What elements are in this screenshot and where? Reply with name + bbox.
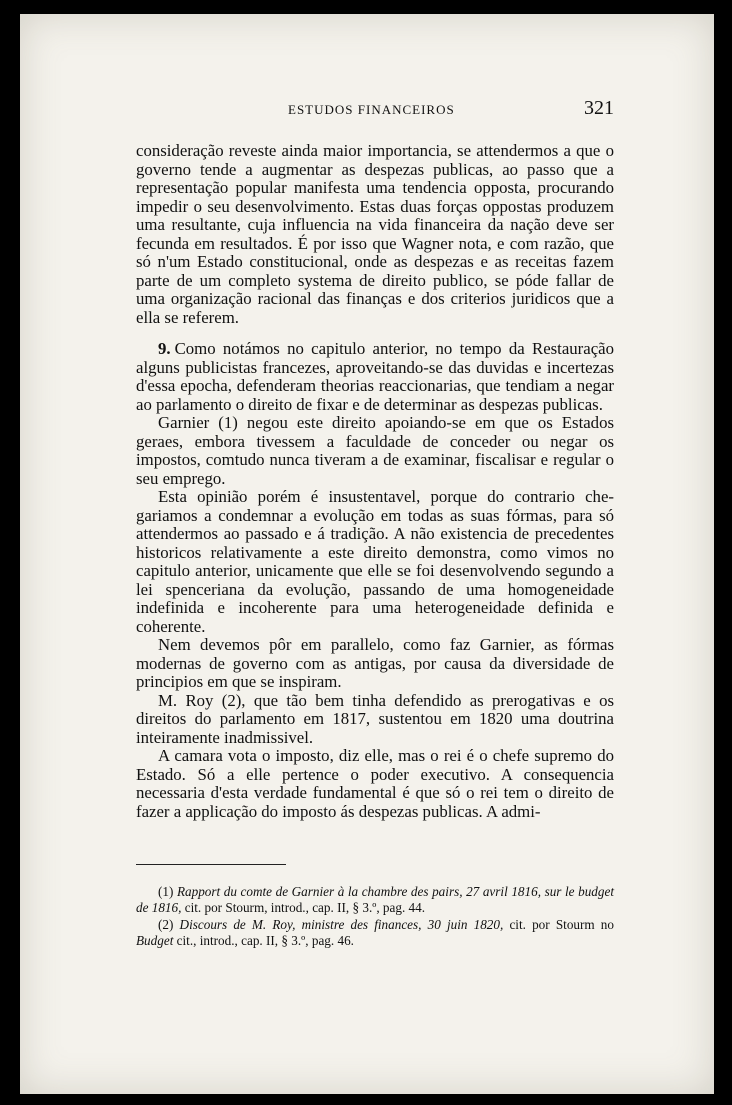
footnote-1-title: Rapport du comte de Garnier à la chambre des pairs, 27 avril 1816, sur le budget de 1816, xyxy=(136,884,614,916)
footnote-2-title: Discours de M. Roy, ministre des finances, 30 juin 1820, xyxy=(179,916,504,932)
paragraph-roy: M. Roy (2), que tão bem tinha defendido as prerogativas e os direitos do parlamento em 1817, sustentou em 1820 uma doutrina inteiramente inadmissivel. xyxy=(136,690,614,747)
paragraph-parallelo: Nem devemos pôr em parallelo, como faz Garnier, as fórmas modernas de governo com as antigas, por causa da diversidade de principios em que se inspiram. xyxy=(136,635,614,691)
section-number: 9. xyxy=(158,339,171,358)
paragraph-camara: A camara vota o imposto, diz elle, mas o rei é o chefe supremo do Estado. Só a elle pertence o poder executivo. A consequencia necessaria d'esta verdade fundamental é que só o rei tem o direito de fazer a applicação do imposto ás despezas publicas. A admi- xyxy=(136,746,614,821)
footnote-2-marker: (2) xyxy=(158,916,174,932)
page-number: 321 xyxy=(584,97,614,119)
footnote-1-citation: cit. por Stourm, introd., cap. II, § 3.º, pag. 44. xyxy=(184,900,426,916)
footnote-2 xyxy=(136,917,614,950)
running-header xyxy=(136,97,614,120)
section-9-text: Como notámos no capitulo anterior, no tempo da Restauração alguns publicistas francezes, aproveitando-se das duvidas e incertezas d'essa epocha, defenderam theorias reaccionarias, que tendiam a negar ao parlamento o direito de fixar e de determinar as despezas publicas. xyxy=(136,339,614,414)
footnotes xyxy=(136,884,614,949)
footnote-1-marker: (1) xyxy=(158,884,174,899)
paragraph-continuation: consideração reveste ainda maior importancia, se attendermos a que o governo tende a augmentar as despezas publicas, ao passo que a representação popular manifesta uma tendencia opposta, procurando impedir o seu desenvolvimento. Estas duas forças oppostas produzem uma resultante, cuja influencia na vida financeira da nação deve ser fecunda em resultados. É por isso que Wagner nota, e com razão, que só n'um Estado constitucional, onde as despezas e as receitas fazem parte de um completo systema de direito publico, se póde fallar de uma organização racional das finanças e dos criterios juridicos que a ella se referem. xyxy=(136,141,614,327)
footnote-2-budget: Budget xyxy=(136,932,174,948)
paragraph-garnier: Garnier (1) negou este direito apoiando-se em que os Estados geraes, embora tivessem a faculdade de conceder ou negar os impostos, comtudo nunca tiveram a de examinar, fiscalisar e regular o seu emprego. xyxy=(136,413,614,488)
main-text xyxy=(136,142,614,821)
running-title: ESTUDOS FINANCEIROS xyxy=(288,102,455,117)
footnote-1 xyxy=(136,884,614,917)
section-9-paragraph xyxy=(136,340,614,414)
footnote-2-citation: cit. por Stourm no xyxy=(509,916,614,932)
footnote-2-citation-end: cit., introd., cap. II, § 3.º, pag. 46. xyxy=(176,932,354,948)
paragraph-opiniao: Esta opinião porém é insustentavel, porque do contrario chegariamos a condemnar a evolução em todas as suas fórmas, para só attendermos ao passado e á tradição. A não existencia de precedentes historicos relativamente a este direito demonstra, como vimos no capitulo anterior, unicamente que elle se foi desenvolvendo segundo a lei spenceriana da evolução, passando de uma homogeneidade indefinida e incoherente para uma heterogeneidade definida e coherente. xyxy=(136,487,614,636)
footnote-rule xyxy=(136,864,286,865)
